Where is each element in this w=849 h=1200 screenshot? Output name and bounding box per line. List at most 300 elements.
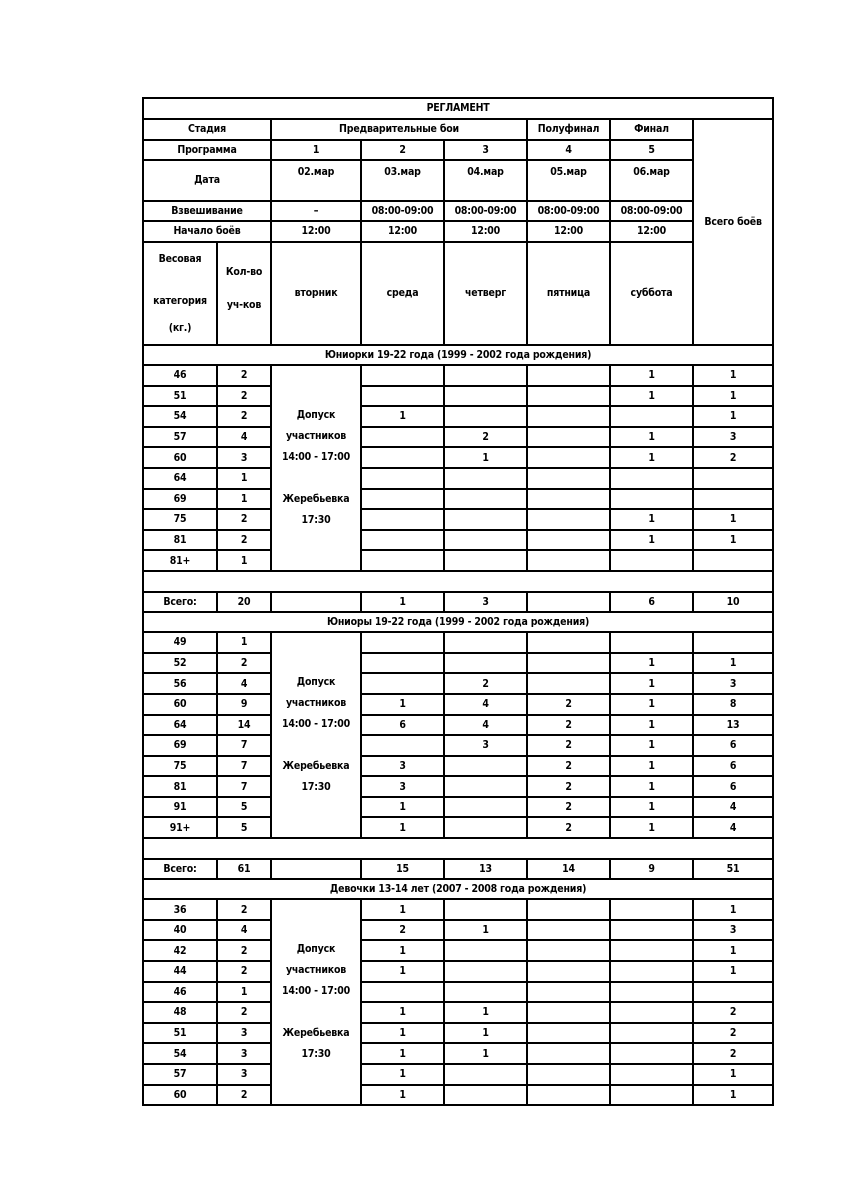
- weight-category: 64: [143, 715, 217, 736]
- date-5: 06.мар: [610, 160, 693, 201]
- participants-count: 14: [217, 715, 271, 736]
- day2-fights: 1: [361, 940, 444, 961]
- weighin-4: 08:00-09:00: [527, 201, 610, 221]
- table-row: [143, 632, 773, 653]
- table-row: [143, 1064, 773, 1085]
- day-2: среда: [361, 242, 444, 345]
- day2-fights: 1: [361, 1002, 444, 1023]
- day3-fights: [444, 776, 527, 797]
- day2-fights: 1: [361, 961, 444, 982]
- table-row: [143, 406, 773, 427]
- section-title-row: [143, 612, 773, 632]
- weight-category: 52: [143, 653, 217, 674]
- day2-fights: [361, 735, 444, 756]
- day4-fights: [527, 468, 610, 489]
- day4-fights: [527, 1085, 610, 1106]
- total-fights: 6: [693, 735, 773, 756]
- total-label: Всего:: [143, 592, 217, 613]
- total-day5: 6: [610, 592, 693, 613]
- note-line: Жеребьевка: [282, 492, 350, 505]
- weight-category: 36: [143, 899, 217, 920]
- day3-fights: [444, 489, 527, 510]
- total-fights: 8: [693, 694, 773, 715]
- date-1: 02.мар: [271, 160, 361, 201]
- day5-fights: 1: [610, 694, 693, 715]
- participants-count-header: [217, 242, 271, 345]
- table-row: [143, 673, 773, 694]
- table-row: [143, 1002, 773, 1023]
- note-line: 17:30: [301, 513, 331, 526]
- total-fights: 2: [693, 1002, 773, 1023]
- note-line: 17:30: [301, 1048, 331, 1061]
- stage-label: Стадия: [143, 119, 271, 140]
- weight-category: 60: [143, 447, 217, 468]
- total-fights: [693, 468, 773, 489]
- stage-final: Финал: [610, 119, 693, 140]
- day4-fights: [527, 1043, 610, 1064]
- day2-fights: [361, 447, 444, 468]
- note-line: Жеребьевка: [282, 760, 350, 773]
- day5-fights: [610, 632, 693, 653]
- total-fights: 1: [693, 961, 773, 982]
- day4-fights: [527, 447, 610, 468]
- day4-fights: 2: [527, 797, 610, 818]
- total-participants: 61: [217, 859, 271, 880]
- day5-fights: [610, 406, 693, 427]
- day2-fights: 3: [361, 756, 444, 777]
- day2-fights: [361, 386, 444, 407]
- day3-fights: [444, 632, 527, 653]
- date-3: 04.мар: [444, 160, 527, 201]
- admission-note: [271, 365, 361, 571]
- day4-fights: [527, 386, 610, 407]
- table-row: [143, 427, 773, 448]
- start-label: Начало боёв: [143, 221, 271, 242]
- weight-category: 57: [143, 1064, 217, 1085]
- day3-fights: [444, 1064, 527, 1085]
- day2-fights: 2: [361, 920, 444, 941]
- program-label: Программа: [143, 140, 271, 160]
- total-fights: [693, 982, 773, 1003]
- day5-fights: 1: [610, 447, 693, 468]
- day2-fights: 1: [361, 899, 444, 920]
- day2-fights: [361, 530, 444, 551]
- weighin-3: 08:00-09:00: [444, 201, 527, 221]
- day3-fights: [444, 961, 527, 982]
- total-fights: 1: [693, 899, 773, 920]
- day5-fights: 1: [610, 509, 693, 530]
- participants-count: 1: [217, 468, 271, 489]
- day5-fights: [610, 1043, 693, 1064]
- day5-fights: [610, 468, 693, 489]
- total-fights: 1: [693, 1064, 773, 1085]
- day4-fights: 2: [527, 694, 610, 715]
- start-1: 12:00: [271, 221, 361, 242]
- weight-category-header: [143, 242, 217, 345]
- table-row: [143, 756, 773, 777]
- table-row: [143, 920, 773, 941]
- participants-count: 3: [217, 1023, 271, 1044]
- total-fights: 2: [693, 1023, 773, 1044]
- day5-fights: 1: [610, 386, 693, 407]
- day2-fights: [361, 982, 444, 1003]
- total-fights: 3: [693, 920, 773, 941]
- total-fights: 1: [693, 365, 773, 386]
- day-3: четверг: [444, 242, 527, 345]
- day3-fights: [444, 530, 527, 551]
- day4-fights: [527, 489, 610, 510]
- table-row: [143, 489, 773, 510]
- note-line: участников: [285, 964, 347, 977]
- section-title: Юниорки 19-22 года (1999 - 2002 года рождения): [143, 345, 773, 365]
- spacer-row: [143, 838, 773, 859]
- day3-fights: [444, 817, 527, 838]
- weight-category: 81: [143, 530, 217, 551]
- total-fights: 13: [693, 715, 773, 736]
- day5-fights: [610, 940, 693, 961]
- day4-fights: 2: [527, 756, 610, 777]
- note-line: 14:00 - 17:00: [281, 985, 351, 998]
- total-fights-header: Всего боёв: [693, 119, 773, 345]
- weight-category-line: Весовая: [158, 252, 202, 265]
- table-row: [143, 982, 773, 1003]
- day2-fights: 6: [361, 715, 444, 736]
- day5-fights: [610, 920, 693, 941]
- table-row: [143, 386, 773, 407]
- total-day1: [271, 592, 361, 613]
- weight-category: 57: [143, 427, 217, 448]
- day5-fights: 1: [610, 735, 693, 756]
- participants-count: 2: [217, 899, 271, 920]
- total-fights: 6: [693, 756, 773, 777]
- total-day2: 1: [361, 592, 444, 613]
- participants-count: 4: [217, 427, 271, 448]
- day3-fights: [444, 550, 527, 571]
- participants-count: 2: [217, 406, 271, 427]
- day3-fights: [444, 386, 527, 407]
- total-fights: 4: [693, 817, 773, 838]
- day3-fights: 4: [444, 715, 527, 736]
- day4-fights: [527, 509, 610, 530]
- weight-category-line: категория: [153, 294, 207, 307]
- schedule-body: [143, 98, 773, 1105]
- participants-count: 2: [217, 509, 271, 530]
- weight-category: 51: [143, 1023, 217, 1044]
- day4-fights: [527, 920, 610, 941]
- participants-count: 3: [217, 1064, 271, 1085]
- weight-category: 54: [143, 406, 217, 427]
- total-fights: 1: [693, 1085, 773, 1106]
- weighin-1: –: [271, 201, 361, 221]
- weight-category: 69: [143, 489, 217, 510]
- day4-fights: [527, 632, 610, 653]
- weight-category: 49: [143, 632, 217, 653]
- start-4: 12:00: [527, 221, 610, 242]
- day5-fights: 1: [610, 530, 693, 551]
- day2-fights: 1: [361, 797, 444, 818]
- participants-count: 4: [217, 920, 271, 941]
- weight-category: 48: [143, 1002, 217, 1023]
- date-2: 03.мар: [361, 160, 444, 201]
- day4-fights: [527, 1023, 610, 1044]
- day5-fights: [610, 550, 693, 571]
- day5-fights: 1: [610, 427, 693, 448]
- table-row: [143, 468, 773, 489]
- table-row: [143, 899, 773, 920]
- weight-category: 40: [143, 920, 217, 941]
- participants-count-line: уч-ков: [226, 299, 262, 311]
- day2-fights: 3: [361, 776, 444, 797]
- weight-category: 81+: [143, 550, 217, 571]
- table-row: [143, 530, 773, 551]
- day4-fights: 2: [527, 776, 610, 797]
- day3-fights: [444, 406, 527, 427]
- section-title: Девочки 13-14 лет (2007 - 2008 года рождения): [143, 879, 773, 899]
- total-fights-sum: 51: [693, 859, 773, 880]
- day-5: суббота: [610, 242, 693, 345]
- day3-fights: 1: [444, 920, 527, 941]
- table-row: [143, 797, 773, 818]
- weight-category: 60: [143, 1085, 217, 1106]
- participants-count: 2: [217, 961, 271, 982]
- total-fights: 1: [693, 940, 773, 961]
- day3-fights: [444, 468, 527, 489]
- total-day3: 3: [444, 592, 527, 613]
- day3-fights: [444, 756, 527, 777]
- day4-fights: 2: [527, 735, 610, 756]
- section-total-row: [143, 859, 773, 880]
- table-row: [143, 940, 773, 961]
- day2-fights: [361, 509, 444, 530]
- day2-fights: [361, 632, 444, 653]
- day5-fights: 1: [610, 715, 693, 736]
- day3-fights: [444, 653, 527, 674]
- section-title-row: [143, 345, 773, 365]
- total-day4: [527, 592, 610, 613]
- section-total-row: [143, 592, 773, 613]
- weight-category: 91+: [143, 817, 217, 838]
- weight-category: 44: [143, 961, 217, 982]
- program-3: 3: [444, 140, 527, 160]
- date-4: 05.мар: [527, 160, 610, 201]
- day4-fights: [527, 406, 610, 427]
- note-line: Жеребьевка: [282, 1027, 350, 1040]
- weighin-2: 08:00-09:00: [361, 201, 444, 221]
- day5-fights: 1: [610, 673, 693, 694]
- day5-fights: [610, 1002, 693, 1023]
- note-line: 17:30: [301, 781, 331, 794]
- total-fights: 1: [693, 406, 773, 427]
- day5-fights: [610, 1064, 693, 1085]
- total-fights: 1: [693, 386, 773, 407]
- table-row: [143, 776, 773, 797]
- note-line: Допуск: [296, 408, 336, 421]
- day5-fights: 1: [610, 365, 693, 386]
- weight-category: 51: [143, 386, 217, 407]
- total-day4: 14: [527, 859, 610, 880]
- total-fights: [693, 550, 773, 571]
- total-day2: 15: [361, 859, 444, 880]
- day3-fights: 1: [444, 1002, 527, 1023]
- admission-note: [271, 632, 361, 838]
- table-row: [143, 735, 773, 756]
- participants-count: 3: [217, 1043, 271, 1064]
- day4-fights: 2: [527, 817, 610, 838]
- weight-category: 46: [143, 982, 217, 1003]
- note-line: 14:00 - 17:00: [281, 450, 351, 463]
- day3-fights: [444, 982, 527, 1003]
- day3-fights: [444, 509, 527, 530]
- participants-count-line: Кол-во: [225, 265, 263, 278]
- stage-prelim: Предварительные бои: [271, 119, 527, 140]
- start-2: 12:00: [361, 221, 444, 242]
- note-line: Допуск: [296, 943, 336, 956]
- program-5: 5: [610, 140, 693, 160]
- participants-count: 2: [217, 365, 271, 386]
- day3-fights: 4: [444, 694, 527, 715]
- day3-fights: 2: [444, 427, 527, 448]
- day3-fights: [444, 899, 527, 920]
- participants-count: 5: [217, 817, 271, 838]
- weight-category: 60: [143, 694, 217, 715]
- day2-fights: 1: [361, 694, 444, 715]
- weight-category: 69: [143, 735, 217, 756]
- day2-fights: [361, 427, 444, 448]
- day5-fights: 1: [610, 776, 693, 797]
- day3-fights: [444, 797, 527, 818]
- day2-fights: [361, 550, 444, 571]
- day2-fights: 1: [361, 1023, 444, 1044]
- total-fights: 3: [693, 673, 773, 694]
- day3-fights: [444, 940, 527, 961]
- day2-fights: 1: [361, 817, 444, 838]
- total-fights: 2: [693, 1043, 773, 1064]
- weight-category: 75: [143, 509, 217, 530]
- table-row: [143, 550, 773, 571]
- day4-fights: [527, 653, 610, 674]
- day2-fights: [361, 489, 444, 510]
- stage-semifinal: Полуфинал: [527, 119, 610, 140]
- day4-fights: [527, 427, 610, 448]
- note-line: участников: [285, 429, 347, 442]
- section-title: Юниоры 19-22 года (1999 - 2002 года рождения): [143, 612, 773, 632]
- table-row: [143, 1043, 773, 1064]
- day3-fights: [444, 1085, 527, 1106]
- participants-count: 5: [217, 797, 271, 818]
- participants-count: 2: [217, 530, 271, 551]
- table-row: [143, 509, 773, 530]
- participants-count: 7: [217, 735, 271, 756]
- participants-count: 1: [217, 489, 271, 510]
- day5-fights: [610, 899, 693, 920]
- day2-fights: 1: [361, 406, 444, 427]
- note-line: участников: [285, 697, 347, 710]
- total-fights: 2: [693, 447, 773, 468]
- participants-count: 2: [217, 1085, 271, 1106]
- day5-fights: [610, 961, 693, 982]
- note-line: Допуск: [296, 676, 336, 689]
- day4-fights: [527, 1064, 610, 1085]
- weight-category: 54: [143, 1043, 217, 1064]
- table-row: [143, 365, 773, 386]
- total-fights: 6: [693, 776, 773, 797]
- participants-count: 9: [217, 694, 271, 715]
- day5-fights: 1: [610, 653, 693, 674]
- total-fights-sum: 10: [693, 592, 773, 613]
- table-row: [143, 817, 773, 838]
- participants-count: 7: [217, 776, 271, 797]
- day4-fights: [527, 365, 610, 386]
- day5-fights: [610, 1023, 693, 1044]
- document-title: РЕГЛАМЕНТ: [143, 98, 773, 119]
- day4-fights: [527, 530, 610, 551]
- spacer: [143, 571, 773, 592]
- day3-fights: 1: [444, 1043, 527, 1064]
- day3-fights: 2: [444, 673, 527, 694]
- participants-count: 1: [217, 982, 271, 1003]
- participants-count: 2: [217, 386, 271, 407]
- day3-fights: 1: [444, 1023, 527, 1044]
- weight-category-line: (кг.): [168, 321, 192, 334]
- day2-fights: [361, 673, 444, 694]
- day2-fights: 1: [361, 1043, 444, 1064]
- schedule-table: [142, 97, 774, 1106]
- day5-fights: 1: [610, 797, 693, 818]
- participants-count: 1: [217, 550, 271, 571]
- table-row: [143, 1023, 773, 1044]
- weight-category: 56: [143, 673, 217, 694]
- spacer: [143, 838, 773, 859]
- program-1: 1: [271, 140, 361, 160]
- day5-fights: 1: [610, 756, 693, 777]
- table-row: [143, 694, 773, 715]
- day4-fights: [527, 982, 610, 1003]
- day2-fights: 1: [361, 1064, 444, 1085]
- section-title-row: [143, 879, 773, 899]
- participants-count: 4: [217, 673, 271, 694]
- total-day1: [271, 859, 361, 880]
- weight-category: 75: [143, 756, 217, 777]
- day2-fights: [361, 468, 444, 489]
- weight-category: 64: [143, 468, 217, 489]
- weighin-5: 08:00-09:00: [610, 201, 693, 221]
- table-row: [143, 447, 773, 468]
- day5-fights: [610, 1085, 693, 1106]
- total-fights: 4: [693, 797, 773, 818]
- total-day5: 9: [610, 859, 693, 880]
- day4-fights: [527, 1002, 610, 1023]
- total-day3: 13: [444, 859, 527, 880]
- start-3: 12:00: [444, 221, 527, 242]
- weight-category: 46: [143, 365, 217, 386]
- weight-category: 81: [143, 776, 217, 797]
- day2-fights: 1: [361, 1085, 444, 1106]
- total-label: Всего:: [143, 859, 217, 880]
- table-row: [143, 653, 773, 674]
- day5-fights: [610, 982, 693, 1003]
- day2-fights: [361, 653, 444, 674]
- day-1: вторник: [271, 242, 361, 345]
- total-participants: 20: [217, 592, 271, 613]
- participants-count: 3: [217, 447, 271, 468]
- participants-count: 2: [217, 1002, 271, 1023]
- program-4: 4: [527, 140, 610, 160]
- admission-note: [271, 899, 361, 1105]
- day-4: пятница: [527, 242, 610, 345]
- table-row: [143, 715, 773, 736]
- note-line: 14:00 - 17:00: [281, 718, 351, 731]
- participants-count: 7: [217, 756, 271, 777]
